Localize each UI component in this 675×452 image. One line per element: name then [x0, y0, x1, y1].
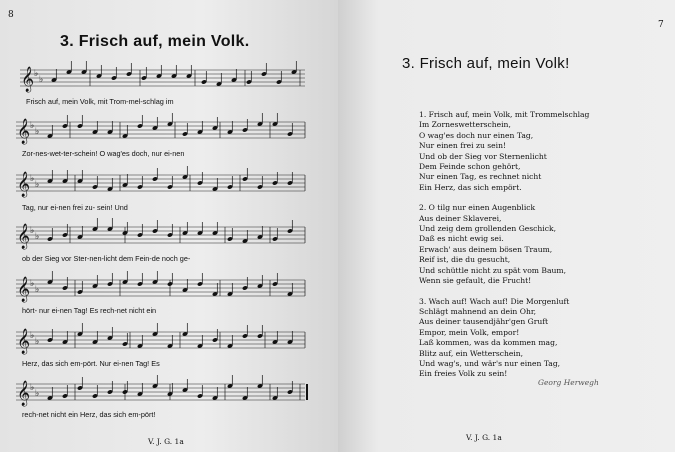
poem-line: Nur einen Tag, es rechnet nicht — [419, 172, 542, 182]
stanza-2 — [419, 203, 669, 286]
lyric-line-6: Herz, das sich em-pört. Nur ei-nen Tag! Es — [22, 359, 160, 368]
poem-line: Aus deiner tausendjähr'gen Gruft — [419, 317, 549, 327]
poem-line: Ein freies Volk zu sein! — [419, 369, 508, 379]
flat-icon: ♭ — [35, 284, 40, 294]
flat-icon: ♭ — [30, 225, 35, 235]
poem-author: Georg Herwegh — [538, 378, 599, 387]
flat-icon: ♭ — [34, 68, 39, 78]
left-song-title: 3. Frisch auf, mein Volk. — [60, 33, 250, 50]
poem-line: Dem Feinde schon gehört, — [419, 162, 521, 172]
poem-text — [419, 110, 669, 390]
flat-icon: ♭ — [35, 231, 40, 241]
flat-icon: ♭ — [39, 74, 44, 84]
right-page-number: 7 — [658, 20, 664, 30]
right-footer: V. J. G. 1a — [466, 433, 502, 442]
poem-line: 3. Wach auf! Wach auf! Die Morgenluft — [419, 296, 570, 306]
poem-line: O wag'es doch nur einen Tag, — [419, 130, 534, 140]
treble-clef-icon: 𝄞 — [21, 67, 35, 92]
poem-line: Erwach' aus deinem bösen Traum, — [419, 244, 553, 254]
poem-line: Schlägt mahnend an dein Ohr, — [419, 306, 537, 316]
flat-icon: ♭ — [30, 120, 35, 130]
treble-clef-icon: 𝄞 — [17, 119, 31, 144]
flat-icon: ♭ — [35, 336, 40, 346]
poem-line: Wenn sie gefault, die Frucht! — [419, 276, 532, 286]
poem-line: Empor, mein Volk, empor! — [419, 327, 520, 337]
flat-icon: ♭ — [35, 179, 40, 189]
treble-clef-icon: 𝄞 — [17, 172, 31, 197]
flat-icon: ♭ — [35, 388, 40, 398]
poem-line: Blitz auf, ein Wetterschein, — [419, 348, 524, 358]
lyric-line-3: Tag, nur ei-nen frei zu- sein! Und — [22, 203, 128, 212]
stanza-3 — [419, 297, 669, 380]
lyric-line-2: Zor-nes-wet-ter-schein! O wag'es doch, nur ei-nen — [22, 149, 185, 158]
flat-icon: ♭ — [30, 382, 35, 392]
poem-line: Nur einen frei zu sein! — [419, 141, 507, 151]
poem-line: Und wag's, und wär's nur einen Tag, — [419, 358, 561, 368]
poem-line: Und zeig dem grollenden Geschick, — [419, 224, 556, 234]
poem-line: Und schüttle nicht zu spät vom Baum, — [419, 265, 567, 275]
poem-line: Ein Herz, das sich empört. — [419, 182, 522, 192]
poem-line: Laß kommen, was da kommen mag, — [419, 338, 558, 348]
flat-icon: ♭ — [30, 173, 35, 183]
treble-clef-icon: 𝄞 — [17, 224, 31, 249]
left-footer: V. J. G. 1a — [148, 437, 184, 446]
poem-line: 2. O tilg nur einen Augenblick — [419, 203, 536, 213]
poem-line: Aus deiner Sklaverei, — [419, 213, 502, 223]
poem-line: Im Zorneswetterschein, — [419, 120, 511, 130]
left-page-number: 8 — [8, 10, 14, 20]
poem-line: Daß es nicht ewig sei. — [419, 234, 504, 244]
treble-clef-icon: 𝄞 — [17, 381, 31, 406]
flat-icon: ♭ — [35, 126, 40, 136]
poem-line: 1. Frisch auf, mein Volk, mit Trommelschlag — [419, 110, 590, 119]
lyric-line-1: Frisch auf, mein Volk, mit Trom-mel-schlag im — [26, 97, 174, 106]
lyric-line-5: hört- nur ei-nen Tag! Es rech-net nicht ein — [22, 306, 157, 315]
treble-clef-icon: 𝄞 — [17, 277, 31, 302]
right-page — [338, 0, 675, 452]
poem-line: Reif ist, die du gesucht, — [419, 255, 511, 265]
flat-icon: ♭ — [30, 330, 35, 340]
poem-line: Und ob der Sieg vor Sternenlicht — [419, 151, 547, 161]
flat-icon: ♭ — [30, 278, 35, 288]
lyric-line-7: rech-net nicht ein Herz, das sich em-pört! — [22, 410, 156, 419]
right-song-title: 3. Frisch auf, mein Volk! — [402, 55, 570, 72]
lyric-line-4: ob der Sieg vor Ster-nen-licht dem Fein-de noch ge- — [22, 254, 191, 263]
treble-clef-icon: 𝄞 — [17, 329, 31, 354]
stanza-1 — [419, 110, 669, 193]
